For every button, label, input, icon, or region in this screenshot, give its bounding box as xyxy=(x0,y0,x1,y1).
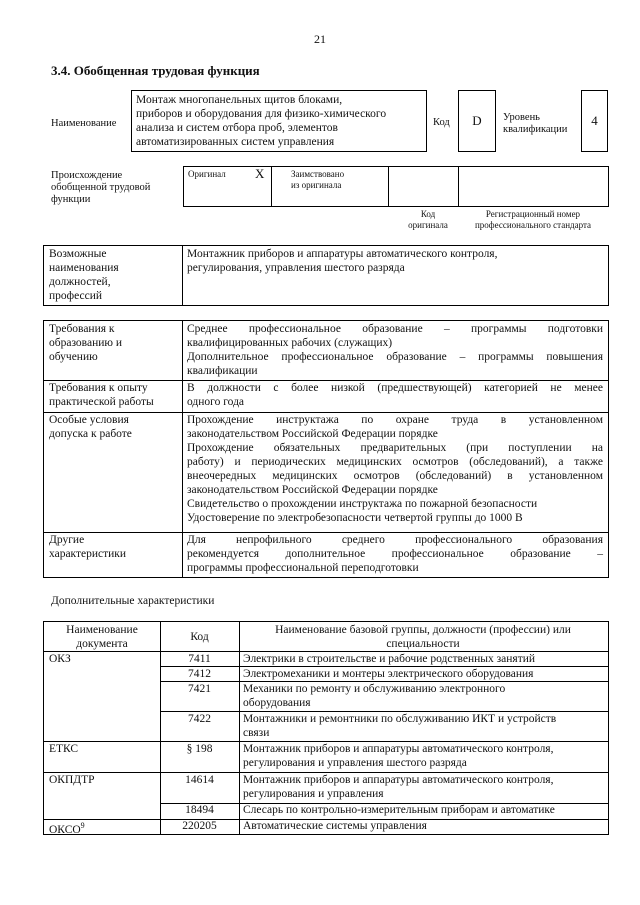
table-row-name-line: связи xyxy=(243,727,270,739)
name-label: Наименование xyxy=(51,118,117,129)
header-code: Код xyxy=(190,631,209,643)
other-label-line: характеристики xyxy=(49,548,127,560)
positions-label-line: наименования xyxy=(49,262,119,274)
special-label-line: допуска к работе xyxy=(49,428,132,440)
other-line: Для непрофильного среднего профессионального образования xyxy=(187,534,603,546)
code-label: Код xyxy=(433,117,450,128)
header-name-line: Наименование базовой группы, должности (профессии) или xyxy=(275,624,571,636)
special-label xyxy=(49,413,132,441)
experience-line: одного года xyxy=(187,396,245,408)
education-line: квалификации xyxy=(187,365,258,377)
level-label-line: Уровень xyxy=(503,112,540,123)
reg-caption-line: Регистрационный номер xyxy=(485,209,581,219)
special-value xyxy=(187,413,603,525)
header-doc xyxy=(44,623,160,651)
borrowed-label-line: Заимствовано xyxy=(291,169,345,179)
table-row-name: Электрики в строительстве и рабочие родственных занятий xyxy=(243,653,536,665)
table-row-code: 14614 xyxy=(185,774,214,786)
other-value xyxy=(187,533,603,575)
table-row-code: § 198 xyxy=(186,743,213,755)
experience-value xyxy=(187,381,603,409)
footnote-mark: 9 xyxy=(80,821,85,830)
education-value xyxy=(187,322,603,378)
experience-label-line: Требования к опыту xyxy=(49,382,148,394)
reg-caption xyxy=(458,209,608,231)
code-caption-line: оригинала xyxy=(408,220,448,230)
origin-label xyxy=(51,170,150,206)
code-caption xyxy=(398,209,458,231)
table-row-name: Слесарь по контрольно-измерительным приборам и автоматике xyxy=(243,804,555,816)
header-name-line: специальности xyxy=(386,638,460,650)
special-line: законодательством Российской Федерации порядке xyxy=(187,428,438,440)
other-label xyxy=(49,533,126,561)
borrowed-label-line: из оригинала xyxy=(291,180,342,190)
table-row-doc: ЕТКС xyxy=(49,743,79,755)
table-row-name-line: Монтажник приборов и аппаратуры автоматического контроля, xyxy=(243,743,554,755)
section-title: 3.4. Обобщенная трудовая функция xyxy=(51,63,260,78)
table-row-name-line: Монтажники и ремонтники по обслуживанию ИКТ и устройств xyxy=(243,713,557,725)
special-line: работу) и периодических медицинских осмотров (обследований), а также xyxy=(187,456,603,468)
original-mark: X xyxy=(255,166,265,181)
table-row-doc-text: ОКСО xyxy=(49,823,81,836)
special-label-line: Особые условия xyxy=(49,414,129,426)
header-doc-line: Наименование xyxy=(66,624,138,636)
other-line: рекомендуется дополнительное профессиональное образование – xyxy=(187,548,603,560)
origin-label-line: Происхождение xyxy=(51,170,123,181)
other-line: программы профессиональной переподготовки xyxy=(187,562,419,574)
code-caption-line: Код xyxy=(420,209,436,219)
table-row-code: 7421 xyxy=(188,683,211,695)
table-row-code: 7412 xyxy=(188,668,211,680)
table-row-name-line: оборудования xyxy=(243,697,311,709)
page-number: 21 xyxy=(314,32,326,46)
special-line: Свидетельство о прохождении инструктажа по пожарной безопасности xyxy=(187,498,538,510)
education-label-line: Требования к xyxy=(49,323,115,335)
origin-label-line: функции xyxy=(51,194,91,205)
education-line: Среднее профессиональное образование – программы подготовки xyxy=(187,323,603,335)
extra-title: Дополнительные характеристики xyxy=(51,595,215,607)
table-row-doc: ОКПДТР xyxy=(49,774,95,786)
experience-line: В должности с более низкой (предшествующей) категорией не менее xyxy=(187,382,603,394)
table-row-doc: ОКЗ xyxy=(49,653,71,665)
header-name xyxy=(239,623,607,651)
special-line: законодательством Российской Федерации порядке xyxy=(187,484,438,496)
table-row-name xyxy=(243,742,605,770)
positions-label-line: профессий xyxy=(49,290,103,302)
education-line: Дополнительное профессиональное образование – программы повышения xyxy=(187,351,603,363)
table-row-name-line: регулирования и управления шестого разряда xyxy=(243,757,467,769)
header-doc-line: документа xyxy=(76,638,128,650)
borrowed-label xyxy=(291,169,344,191)
origin-table xyxy=(183,166,609,207)
level-value: 4 xyxy=(581,90,608,152)
table-row-code: 7422 xyxy=(188,713,211,725)
education-line: квалифицированных рабочих (служащих) xyxy=(187,337,393,349)
other-label-line: Другие xyxy=(49,534,85,546)
table-row-name xyxy=(243,682,605,710)
positions-value xyxy=(187,247,497,275)
education-label-line: обучению xyxy=(49,351,98,363)
special-line: внеочередных медицинских осмотров (обследований) в установленном xyxy=(187,470,603,482)
original-label: Оригинал xyxy=(188,169,226,179)
code-value: D xyxy=(458,90,496,152)
table-row-code: 220205 xyxy=(182,820,217,832)
function-name-line: приборов и оборудования для физико-химического xyxy=(136,108,387,120)
positions-label-line: Возможные xyxy=(49,248,107,260)
level-label xyxy=(503,112,567,136)
table-row-name-line: Монтажник приборов и аппаратуры автоматического контроля, xyxy=(243,774,554,786)
experience-label xyxy=(49,381,154,409)
positions-label-line: должностей, xyxy=(49,276,111,288)
table-row-name xyxy=(243,712,605,740)
special-line: Прохождение инструктажа по охране труда в установленном xyxy=(187,414,603,426)
table-row-name xyxy=(243,773,605,801)
table-row-code: 18494 xyxy=(185,804,214,816)
special-line: Удостоверение по электробезопасности четвертой группы до 1000 В xyxy=(187,512,523,524)
table-row-doc xyxy=(49,819,85,837)
level-label-line: квалификации xyxy=(503,124,568,135)
education-label-line: образованию и xyxy=(49,337,122,349)
function-name-line: автоматизированных систем управления xyxy=(136,136,335,148)
experience-label-line: практической работы xyxy=(49,396,154,408)
function-name-line: анализа и систем отбора проб, элементов xyxy=(136,122,338,134)
function-name-line: Монтаж многопанельных щитов блоками, xyxy=(136,94,343,106)
table-row-name: Автоматические системы управления xyxy=(243,820,427,832)
table-row-code: 7411 xyxy=(188,653,211,665)
special-line: Прохождение обязательных предварительных (при поступлении на xyxy=(187,442,603,454)
origin-label-line: обобщенной трудовой xyxy=(51,182,151,193)
function-name-box xyxy=(131,90,427,152)
positions-label xyxy=(49,247,119,303)
education-label xyxy=(49,322,122,364)
positions-value-line: Монтажник приборов и аппаратуры автоматического контроля, xyxy=(187,248,498,260)
positions-value-line: регулирования, управления шестого разряда xyxy=(187,262,405,274)
table-row-name-line: регулирования и управления xyxy=(243,788,384,800)
reg-caption-line: профессионального стандарта xyxy=(474,220,592,230)
table-row-name: Электромеханики и монтеры электрического оборудования xyxy=(243,668,534,680)
table-row-name-line: Механики по ремонту и обслуживанию электронного xyxy=(243,683,506,695)
